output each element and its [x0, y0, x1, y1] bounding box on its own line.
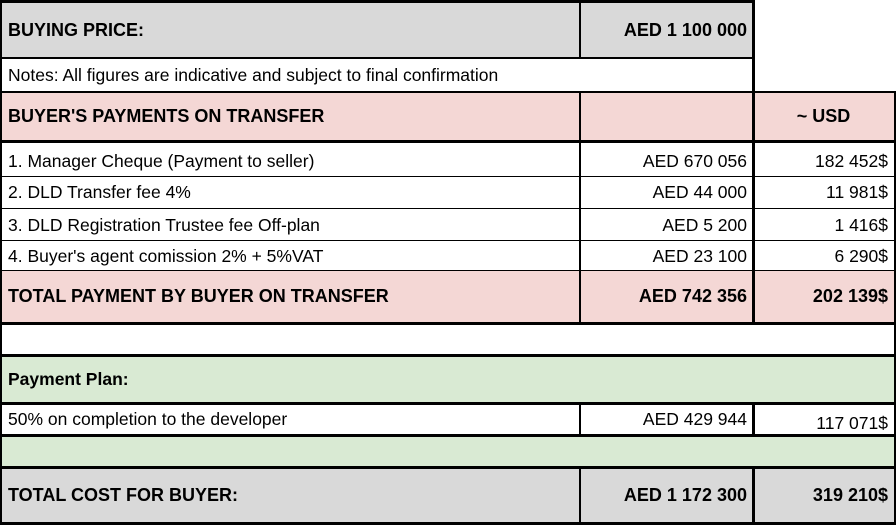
payment-plan-title: Payment Plan: — [2, 356, 894, 402]
grid-line — [0, 434, 896, 437]
grid-line — [0, 402, 896, 405]
grid-line — [579, 403, 581, 436]
grid-line — [579, 467, 581, 524]
grid-line — [0, 208, 896, 209]
usd-column-header: ~ USD — [753, 92, 894, 140]
transfer-total-usd: 202 139$ — [753, 271, 894, 322]
item-label: 2. DLD Transfer fee 4% — [8, 181, 191, 202]
green-spacer-row — [2, 437, 894, 466]
grand-total-label: TOTAL COST FOR BUYER: — [2, 468, 580, 522]
buying-price-value: AED 1 100 000 — [580, 2, 753, 58]
item-aed: AED 5 200 — [662, 214, 747, 235]
grid-line — [0, 57, 755, 59]
blank-row — [2, 324, 894, 354]
item-aed: AED 23 100 — [652, 245, 747, 266]
transfer-total-label: TOTAL PAYMENT BY BUYER ON TRANSFER — [2, 271, 580, 322]
grid-line — [0, 322, 896, 325]
grand-total-usd: 319 210$ — [753, 468, 894, 522]
grid-line — [0, 270, 896, 271]
transfer-section-title: BUYER'S PAYMENTS ON TRANSFER — [2, 92, 580, 140]
grid-line — [752, 92, 755, 323]
grid-line — [752, 0, 755, 92]
item-usd: 1 416$ — [834, 214, 888, 235]
item-usd: 182 452$ — [815, 150, 888, 171]
notes-text: Notes: All figures are indicative and subject to final confirmation — [8, 64, 499, 85]
grid-line — [579, 0, 581, 58]
payment-plan-usd: 117 071$ — [816, 412, 888, 433]
grand-total-aed: AED 1 172 300 — [580, 468, 753, 522]
grid-line — [0, 140, 896, 143]
item-usd: 6 290$ — [834, 245, 888, 266]
grid-line — [752, 467, 755, 524]
item-label: 4. Buyer's agent comission 2% + 5%VAT — [8, 245, 324, 266]
grid-line — [0, 354, 896, 357]
grid-line — [0, 176, 896, 177]
grid-line — [579, 92, 581, 323]
item-usd: 11 981$ — [826, 181, 888, 202]
payment-plan-aed: AED 429 944 — [642, 408, 747, 429]
buying-price-label: BUYING PRICE: — [2, 2, 580, 58]
grid-line — [0, 91, 896, 93]
item-label: 3. DLD Registration Trustee fee Off-plan — [8, 214, 320, 235]
grid-line — [0, 466, 896, 469]
item-aed: AED 670 056 — [642, 150, 747, 171]
item-label: 1. Manager Cheque (Payment to seller) — [8, 150, 315, 171]
grid-line — [0, 522, 896, 525]
grid-line — [752, 403, 755, 436]
grid-line — [0, 0, 755, 3]
grid-line — [0, 240, 896, 241]
transfer-header-empty-cell — [580, 92, 753, 140]
payment-plan-label: 50% on completion to the developer — [8, 408, 288, 429]
item-aed: AED 44 000 — [652, 181, 747, 202]
transfer-total-aed: AED 742 356 — [580, 271, 753, 322]
grid-line — [0, 0, 2, 525]
